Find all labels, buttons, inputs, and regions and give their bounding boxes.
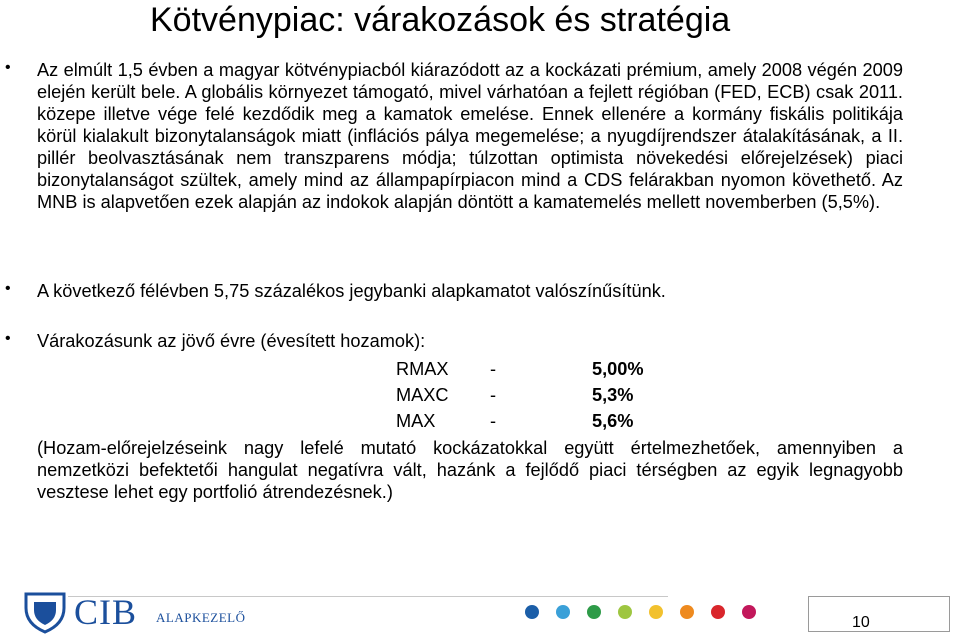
page-number-box — [808, 596, 950, 632]
yield-table — [396, 356, 696, 434]
color-dots — [525, 605, 785, 625]
color-dot — [525, 605, 539, 619]
color-dot — [618, 605, 632, 619]
slide-title: Kötvénypiac: várakozások és stratégia — [150, 1, 731, 39]
yield-row-maxc — [396, 382, 696, 408]
paragraph-risk-note: (Hozam-előrejelzéseink nagy lefelé mutató kockázatokkal együtt értelmezhetőek, amennyiben a nemzetközi befektetői hangulat negatívra vált, hazánk a fejlődő piaci térségben az egyik legnagyobb vesztese lehet egy portfolió átrendezésnek.) — [37, 438, 903, 502]
bullet-marker: • — [5, 280, 11, 297]
color-dot — [649, 605, 663, 619]
cib-logo — [20, 590, 280, 637]
yield-value: 5,6% — [592, 411, 634, 431]
page-number: 10 — [852, 614, 870, 631]
color-dot — [587, 605, 601, 619]
yield-fund-name: MAX — [396, 411, 436, 431]
yield-row-max — [396, 408, 696, 434]
yield-separator: - — [490, 411, 497, 431]
bullet-marker: • — [5, 330, 11, 347]
yield-fund-name: MAXC — [396, 385, 449, 405]
paragraph-expectations: Várakozásunk az jövő évre (évesített hozamok): — [37, 331, 426, 351]
yield-value: 5,00% — [592, 359, 644, 379]
color-dot — [742, 605, 756, 619]
paragraph-base-rate: A következő félévben 5,75 százalékos jegybanki alapkamatot valószínűsítünk. — [37, 281, 666, 301]
yield-fund-name: RMAX — [396, 359, 449, 379]
logo-emblem-icon — [20, 590, 70, 634]
yield-row-rmax — [396, 356, 696, 382]
paragraph-market-outlook: Az elmúlt 1,5 évben a magyar kötvénypiacból kiárazódott az a kockázati prémium, amely 2008 végén 2009 elején került bele. A globális környezet támogató, mivel várhatóan a fejlett régióban (FED, ECB) csak 2011. közepe illetve vége felé kezdődik meg a kamatok emelése. Ennek ellenére a kormány fiskális politikája körül kialakult bizonytalanságok miatt (inflációs pálya megemelése; a nyugdíjrendszer átalakításának, a II. pillér beolvasztásának nem transzparens módja; túlzottan optimista növekedési előrejelzések) piaci bizonytalanságot szültek, amely mind az állampapírpiacon mind a CDS felárakban nyomon követhető. Az MNB is alapvetően ezek alapján az indokok alapján döntött a kamatemelés mellett novemberben (5,5%). — [37, 60, 903, 212]
logo-sub-text: ALAPKEZELŐ — [156, 610, 246, 625]
yield-separator: - — [490, 359, 497, 379]
color-dot — [711, 605, 725, 619]
logo-main-text: CIB — [74, 592, 138, 632]
yield-separator: - — [490, 385, 497, 405]
color-dot — [680, 605, 694, 619]
color-dot — [556, 605, 570, 619]
yield-value: 5,3% — [592, 385, 634, 405]
bullet-marker: • — [5, 59, 11, 76]
